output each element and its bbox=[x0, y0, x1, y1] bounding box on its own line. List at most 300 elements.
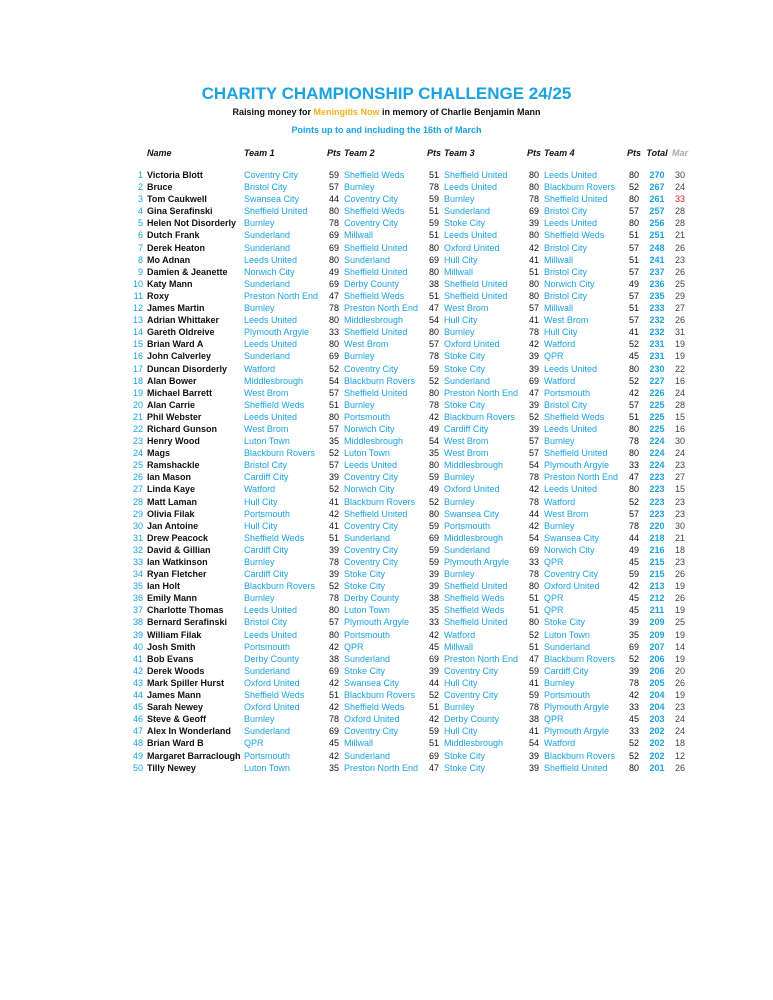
team4: Bristol City bbox=[544, 290, 588, 301]
pts1: 78 bbox=[328, 714, 339, 725]
mar-points: 24 bbox=[674, 714, 685, 725]
team1: Leeds United bbox=[244, 315, 298, 326]
table-row bbox=[128, 592, 690, 604]
team4: Blackburn Rovers bbox=[544, 653, 616, 664]
team4: West Brom bbox=[544, 508, 589, 519]
team3: Sunderland bbox=[444, 375, 491, 386]
total: 204 bbox=[649, 702, 665, 713]
player-name: Ramshackle bbox=[147, 460, 200, 471]
pts2: 47 bbox=[428, 762, 439, 773]
player-name: John Calverley bbox=[147, 351, 212, 362]
total: 256 bbox=[649, 218, 665, 229]
mar-points: 19 bbox=[674, 351, 685, 362]
total: 237 bbox=[649, 266, 665, 277]
table-row bbox=[128, 520, 690, 532]
team3: Sheffield United bbox=[444, 581, 508, 592]
team4: Sheffield United bbox=[544, 762, 608, 773]
team2: Leeds United bbox=[344, 460, 398, 471]
pts4: 52 bbox=[628, 496, 639, 507]
total: 202 bbox=[649, 726, 665, 737]
table-row bbox=[128, 411, 690, 423]
pts1: 33 bbox=[328, 327, 339, 338]
pts2: 59 bbox=[428, 194, 439, 205]
table-row bbox=[128, 423, 690, 435]
table-row bbox=[128, 544, 690, 556]
team2: Coventry City bbox=[344, 218, 399, 229]
pts2: 80 bbox=[428, 327, 439, 338]
pts2: 49 bbox=[428, 423, 439, 434]
team4: Bristol City bbox=[544, 206, 588, 217]
player-name: Margaret Barraclough bbox=[147, 750, 241, 761]
pts2: 52 bbox=[428, 375, 439, 386]
mar-points: 23 bbox=[674, 460, 685, 471]
pts2: 78 bbox=[428, 351, 439, 362]
table-row bbox=[128, 363, 690, 375]
player-name: William Filak bbox=[147, 629, 202, 640]
pts4: 78 bbox=[628, 677, 639, 688]
team1: Burnley bbox=[244, 557, 275, 567]
pts3: 47 bbox=[528, 387, 539, 398]
team4: Watford bbox=[544, 496, 576, 507]
table-row bbox=[128, 665, 690, 677]
position: 16 bbox=[132, 351, 143, 362]
table-row bbox=[128, 205, 690, 217]
pts3: 39 bbox=[528, 351, 539, 362]
team4: Bristol City bbox=[544, 242, 588, 253]
pts4: 39 bbox=[628, 617, 639, 628]
pts2: 78 bbox=[428, 399, 439, 410]
team3: Leeds United bbox=[444, 182, 498, 193]
player-name: Derek Woods bbox=[147, 665, 205, 676]
pts1: 42 bbox=[328, 508, 339, 519]
team3: Sheffield United bbox=[444, 617, 508, 628]
position: 18 bbox=[132, 375, 143, 386]
pts4: 57 bbox=[628, 242, 639, 253]
pts3: 80 bbox=[528, 617, 539, 628]
team4: Burnley bbox=[544, 677, 575, 688]
team1: Cardiff City bbox=[244, 544, 289, 555]
table-row bbox=[128, 641, 690, 653]
total: 248 bbox=[649, 242, 665, 253]
pts1: 52 bbox=[328, 363, 339, 374]
pts1: 57 bbox=[328, 387, 339, 398]
pts4: 69 bbox=[628, 641, 639, 652]
pts2: 59 bbox=[428, 520, 439, 531]
pts3: 59 bbox=[528, 665, 539, 676]
position: 4 bbox=[137, 206, 143, 217]
team1: Sheffield Weds bbox=[244, 399, 305, 410]
team3: Hull City bbox=[444, 726, 478, 737]
team1: Luton Town bbox=[244, 762, 290, 773]
team1: Leeds United bbox=[244, 339, 298, 350]
mar-points: 23 bbox=[674, 496, 685, 507]
team3: West Brom bbox=[444, 448, 489, 459]
player-name: Mags bbox=[147, 448, 171, 459]
pts4: 33 bbox=[628, 702, 639, 713]
team2: Norwich City bbox=[344, 484, 395, 495]
team1: Portsmouth bbox=[244, 750, 291, 761]
team3: Burnley bbox=[444, 194, 475, 205]
pts4: 42 bbox=[628, 387, 639, 398]
team1: Sheffield United bbox=[244, 206, 308, 217]
mar-points: 28 bbox=[674, 218, 685, 229]
pts4: 44 bbox=[628, 532, 639, 543]
player-name: Bruce bbox=[147, 182, 173, 193]
pts4: 52 bbox=[628, 182, 639, 193]
pts4: 80 bbox=[628, 484, 639, 495]
team2: Luton Town bbox=[344, 448, 390, 459]
table-row bbox=[128, 242, 690, 254]
team3: West Brom bbox=[444, 303, 489, 314]
pts1: 80 bbox=[328, 339, 339, 350]
mar-points: 26 bbox=[674, 242, 685, 253]
total: 224 bbox=[649, 436, 665, 447]
header-row bbox=[128, 145, 690, 161]
table-row bbox=[128, 169, 690, 181]
charity-name: Meningitis Now bbox=[313, 107, 380, 117]
team4: Stoke City bbox=[544, 617, 586, 628]
mar-points: 26 bbox=[674, 677, 685, 688]
table-row bbox=[128, 326, 690, 338]
team3: Oxford United bbox=[444, 242, 500, 253]
team2: Sunderland bbox=[344, 532, 391, 543]
table-row bbox=[128, 677, 690, 689]
team1: Sunderland bbox=[244, 242, 291, 253]
pts1: 39 bbox=[328, 569, 339, 580]
team1: Swansea City bbox=[244, 194, 300, 205]
mar-points: 25 bbox=[674, 617, 685, 628]
team4: QPR bbox=[544, 605, 564, 616]
mar-points: 24 bbox=[674, 448, 685, 459]
team1: Leeds United bbox=[244, 629, 298, 640]
table-row bbox=[128, 689, 690, 701]
pts4: 45 bbox=[628, 714, 639, 725]
team1: Hull City bbox=[244, 520, 278, 531]
team1: Oxford United bbox=[244, 702, 300, 713]
team2: Sunderland bbox=[344, 750, 391, 761]
pts4: 80 bbox=[628, 363, 639, 374]
pts4: 59 bbox=[628, 569, 639, 580]
team4: Burnley bbox=[544, 436, 575, 447]
pts2: 51 bbox=[428, 702, 439, 713]
total: 223 bbox=[649, 484, 665, 495]
position: 23 bbox=[132, 436, 143, 447]
player-name: Derek Heaton bbox=[147, 242, 206, 253]
pts1: 69 bbox=[328, 230, 339, 241]
pts4: 49 bbox=[628, 544, 639, 555]
pts2: 39 bbox=[428, 581, 439, 592]
mar-points: 30 bbox=[674, 170, 685, 180]
pts1: 78 bbox=[328, 303, 339, 314]
pts3: 78 bbox=[528, 327, 539, 338]
team3: Sheffield United bbox=[444, 290, 508, 301]
pts4: 80 bbox=[628, 423, 639, 434]
team2: Sheffield Weds bbox=[344, 702, 405, 713]
table-row bbox=[128, 701, 690, 713]
total: 232 bbox=[649, 315, 665, 326]
team1: Plymouth Argyle bbox=[244, 327, 310, 338]
pts3: 80 bbox=[528, 581, 539, 592]
team3: Sheffield Weds bbox=[444, 593, 505, 604]
player-name: Josh Smith bbox=[147, 641, 196, 652]
header-team3: Team 3 bbox=[444, 148, 475, 158]
team2: Preston North End bbox=[344, 762, 419, 773]
header-pts4: Pts bbox=[626, 148, 641, 158]
subtitle-prefix: Raising money for bbox=[232, 107, 311, 117]
position: 30 bbox=[132, 520, 143, 531]
pts3: 78 bbox=[528, 702, 539, 713]
team4: Sunderland bbox=[544, 641, 591, 652]
header-mar: Mar bbox=[671, 148, 688, 158]
position: 7 bbox=[137, 242, 143, 253]
total: 225 bbox=[649, 423, 665, 434]
pts1: 42 bbox=[328, 641, 339, 652]
table-row bbox=[128, 713, 690, 725]
pts1: 59 bbox=[328, 170, 339, 180]
team1: West Brom bbox=[244, 387, 289, 398]
pts3: 51 bbox=[528, 266, 539, 277]
mar-points: 19 bbox=[674, 690, 685, 701]
total: 201 bbox=[649, 762, 665, 773]
mar-points: 12 bbox=[674, 750, 685, 761]
pts4: 35 bbox=[628, 629, 639, 640]
player-name: Charlotte Thomas bbox=[147, 605, 224, 616]
team2: Stoke City bbox=[344, 569, 386, 580]
pts1: 57 bbox=[328, 460, 339, 471]
position: 20 bbox=[132, 399, 143, 410]
position: 21 bbox=[132, 411, 143, 422]
pts3: 80 bbox=[528, 170, 539, 180]
mar-points: 18 bbox=[674, 738, 685, 749]
table-row bbox=[128, 604, 690, 616]
player-name: Dutch Frank bbox=[147, 230, 200, 241]
total: 220 bbox=[649, 520, 665, 531]
header-pts3: Pts bbox=[526, 148, 541, 158]
pts1: 41 bbox=[328, 520, 339, 531]
total: 225 bbox=[649, 411, 665, 422]
team2: Blackburn Rovers bbox=[344, 690, 416, 701]
team2: Middlesbrough bbox=[344, 315, 404, 326]
pts1: 54 bbox=[328, 375, 339, 386]
total: 216 bbox=[649, 544, 665, 555]
player-name: Linda Kaye bbox=[147, 484, 196, 495]
pts4: 57 bbox=[628, 399, 639, 410]
total: 231 bbox=[649, 339, 665, 350]
position: 32 bbox=[132, 544, 143, 555]
team3: Burnley bbox=[444, 327, 475, 338]
total: 202 bbox=[649, 750, 665, 761]
pts3: 39 bbox=[528, 750, 539, 761]
pts1: 42 bbox=[328, 702, 339, 713]
pts1: 57 bbox=[328, 182, 339, 193]
pts2: 69 bbox=[428, 532, 439, 543]
table-row bbox=[128, 314, 690, 326]
total: 267 bbox=[649, 182, 665, 193]
team2: Sheffield United bbox=[344, 242, 408, 253]
team2: Sheffield Weds bbox=[344, 170, 405, 180]
player-name: Mo Adnan bbox=[147, 254, 191, 265]
pts2: 35 bbox=[428, 448, 439, 459]
pts3: 57 bbox=[528, 303, 539, 314]
team1: Blackburn Rovers bbox=[244, 448, 316, 459]
team4: Luton Town bbox=[544, 629, 590, 640]
pts2: 59 bbox=[428, 472, 439, 483]
header-position bbox=[128, 145, 147, 161]
total: 215 bbox=[649, 569, 665, 580]
team3: Oxford United bbox=[444, 339, 500, 350]
pts3: 59 bbox=[528, 690, 539, 701]
pts2: 78 bbox=[428, 182, 439, 193]
team1: Norwich City bbox=[244, 266, 295, 277]
pts3: 33 bbox=[528, 557, 539, 567]
pts1: 80 bbox=[328, 605, 339, 616]
mar-points: 23 bbox=[674, 508, 685, 519]
team1: Cardiff City bbox=[244, 472, 289, 483]
pts2: 59 bbox=[428, 544, 439, 555]
team4: QPR bbox=[544, 351, 564, 362]
position: 40 bbox=[132, 641, 143, 652]
team4: Millwall bbox=[544, 303, 573, 314]
table-row bbox=[128, 229, 690, 241]
total: 270 bbox=[649, 170, 665, 180]
player-name: Emily Mann bbox=[147, 593, 198, 604]
pts4: 33 bbox=[628, 460, 639, 471]
pts1: 69 bbox=[328, 278, 339, 289]
table-row bbox=[128, 217, 690, 229]
table-row bbox=[128, 568, 690, 580]
position: 44 bbox=[132, 690, 143, 701]
pts3: 54 bbox=[528, 738, 539, 749]
mar-points: 30 bbox=[674, 436, 685, 447]
mar-points: 19 bbox=[674, 581, 685, 592]
team1: Hull City bbox=[244, 496, 278, 507]
team2: Derby County bbox=[344, 278, 400, 289]
pts1: 57 bbox=[328, 423, 339, 434]
total: 227 bbox=[649, 375, 665, 386]
pts3: 52 bbox=[528, 411, 539, 422]
total: 230 bbox=[649, 363, 665, 374]
team3: Burnley bbox=[444, 702, 475, 713]
pts3: 39 bbox=[528, 218, 539, 229]
total: 223 bbox=[649, 496, 665, 507]
team4: QPR bbox=[544, 557, 564, 567]
team1: Burnley bbox=[244, 714, 275, 725]
position: 1 bbox=[137, 170, 143, 180]
pts4: 33 bbox=[628, 726, 639, 737]
team3: Burnley bbox=[444, 472, 475, 483]
team1: Sunderland bbox=[244, 351, 291, 362]
team3: Burnley bbox=[444, 496, 475, 507]
player-name: Brian Ward A bbox=[147, 339, 204, 350]
player-name: Tilly Newey bbox=[147, 762, 196, 773]
pts1: 69 bbox=[328, 665, 339, 676]
pts3: 57 bbox=[528, 448, 539, 459]
team2: Sheffield Weds bbox=[344, 290, 405, 301]
team3: Hull City bbox=[444, 254, 478, 265]
team2: Sunderland bbox=[344, 653, 391, 664]
pts2: 39 bbox=[428, 665, 439, 676]
pts1: 80 bbox=[328, 411, 339, 422]
total: 223 bbox=[649, 472, 665, 483]
team3: Hull City bbox=[444, 315, 478, 326]
subtitle bbox=[0, 107, 773, 117]
mar-points: 18 bbox=[674, 544, 685, 555]
team1: Watford bbox=[244, 363, 276, 374]
team2: Portsmouth bbox=[344, 411, 391, 422]
table-row bbox=[128, 556, 690, 568]
team4: Norwich City bbox=[544, 278, 595, 289]
pts3: 52 bbox=[528, 629, 539, 640]
pts1: 80 bbox=[328, 315, 339, 326]
team4: QPR bbox=[544, 593, 564, 604]
total: 226 bbox=[649, 387, 665, 398]
pts4: 52 bbox=[628, 738, 639, 749]
team1: Sunderland bbox=[244, 726, 291, 737]
pts1: 38 bbox=[328, 653, 339, 664]
mar-points: 14 bbox=[674, 641, 685, 652]
header-pts2: Pts bbox=[426, 148, 441, 158]
player-name: James Martin bbox=[147, 303, 205, 314]
table-row bbox=[128, 483, 690, 495]
pts1: 52 bbox=[328, 581, 339, 592]
team4: Bristol City bbox=[544, 399, 588, 410]
team2: Blackburn Rovers bbox=[344, 496, 416, 507]
team3: Stoke City bbox=[444, 399, 486, 410]
pts1: 47 bbox=[328, 290, 339, 301]
pts2: 44 bbox=[428, 677, 439, 688]
player-name: Henry Wood bbox=[147, 436, 200, 447]
team2: Norwich City bbox=[344, 423, 395, 434]
player-name: Duncan Disorderly bbox=[147, 363, 228, 374]
player-name: Jan Antoine bbox=[147, 520, 199, 531]
pts4: 57 bbox=[628, 290, 639, 301]
mar-points: 26 bbox=[674, 266, 685, 277]
pts3: 51 bbox=[528, 641, 539, 652]
team2: Portsmouth bbox=[344, 629, 391, 640]
pts2: 52 bbox=[428, 496, 439, 507]
team2: Sunderland bbox=[344, 254, 391, 265]
total: 241 bbox=[649, 254, 665, 265]
position: 33 bbox=[132, 557, 143, 567]
team3: Sheffield Weds bbox=[444, 605, 505, 616]
page-title: CHARITY CHAMPIONSHIP CHALLENGE 24/25 bbox=[201, 84, 572, 103]
mar-points: 28 bbox=[674, 399, 685, 410]
team3: Millwall bbox=[444, 641, 473, 652]
total: 212 bbox=[649, 593, 665, 604]
team1: Burnley bbox=[244, 303, 275, 314]
pts2: 59 bbox=[428, 557, 439, 567]
player-name: Steve & Geoff bbox=[147, 714, 207, 725]
table-row bbox=[128, 266, 690, 278]
pts2: 51 bbox=[428, 230, 439, 241]
position: 36 bbox=[132, 593, 143, 604]
team4: Portsmouth bbox=[544, 387, 591, 398]
mar-points: 26 bbox=[674, 315, 685, 326]
mar-points: 21 bbox=[674, 532, 685, 543]
team3: Oxford United bbox=[444, 484, 500, 495]
team3: Sunderland bbox=[444, 544, 491, 555]
table-row bbox=[128, 762, 690, 774]
player-name: Ryan Fletcher bbox=[147, 569, 207, 580]
pts3: 38 bbox=[528, 714, 539, 725]
team2: Sheffield United bbox=[344, 508, 408, 519]
header-team4: Team 4 bbox=[544, 148, 575, 158]
table-row bbox=[128, 181, 690, 193]
pts3: 69 bbox=[528, 375, 539, 386]
pts2: 38 bbox=[428, 593, 439, 604]
team4: Leeds United bbox=[544, 363, 598, 374]
mar-points: 19 bbox=[674, 605, 685, 616]
